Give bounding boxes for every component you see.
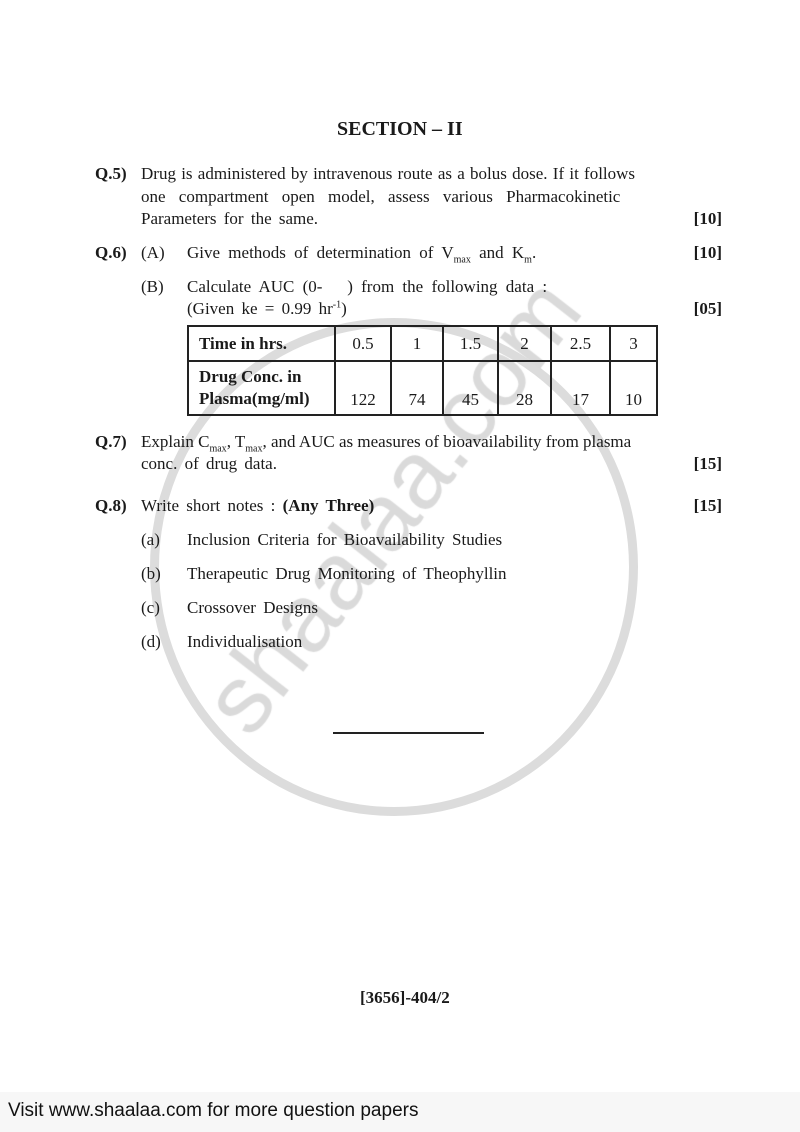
footer-link[interactable]: Visit www.shaalaa.com for more question papers	[8, 1100, 419, 1121]
table-row	[188, 361, 657, 415]
question-text: (Given ke = 0.99 $hr^{-1}$)	[187, 299, 347, 318]
end-divider	[333, 732, 484, 734]
list-item: Crossover Designs	[187, 598, 318, 617]
marks: [10]	[693, 243, 722, 262]
marks: [15]	[693, 496, 722, 515]
table-cell: 0.5	[335, 326, 391, 361]
question-text: Write short notes : (Any Three)	[141, 496, 375, 515]
list-item-label: (c)	[141, 598, 160, 617]
question-text: one compartment open model, assess various Pharmacokinetic	[141, 187, 621, 206]
section-title: SECTION – II	[337, 118, 463, 140]
table-header: Time in hrs.	[188, 326, 335, 361]
question-text: conc. of drug data.	[141, 454, 277, 473]
question-text: Give methods of determination of $V_{max}$ and $K_m$.	[187, 243, 537, 266]
sub-question-label: (B)	[141, 277, 164, 296]
question-number: Q.5)	[95, 164, 127, 183]
list-item: Individualisation	[187, 632, 303, 651]
table-cell: 1	[391, 326, 443, 361]
sub-question-label: (A)	[141, 243, 165, 262]
table-cell: 45	[443, 361, 498, 415]
list-item-label: (b)	[141, 564, 161, 583]
list-item-label: (d)	[141, 632, 161, 651]
question-number: Q.8)	[95, 496, 127, 515]
marks: [10]	[693, 209, 722, 228]
list-item-label: (a)	[141, 530, 160, 549]
list-item: Inclusion Criteria for Bioavailability Studies	[187, 530, 503, 549]
list-item: Therapeutic Drug Monitoring of Theophyllin	[187, 564, 507, 583]
question-number: Q.7)	[95, 432, 127, 451]
data-table	[187, 325, 658, 416]
paper-code: [3656]-404/2	[360, 988, 450, 1007]
table-cell: 10	[610, 361, 657, 415]
table-row	[188, 326, 657, 361]
table-cell: 1.5	[443, 326, 498, 361]
table-cell: 3	[610, 326, 657, 361]
question-number: Q.6)	[95, 243, 127, 262]
question-text: Parameters for the same.	[141, 209, 319, 228]
question-text: Calculate AUC (0- ) from the following data :	[187, 277, 548, 296]
footer-bar	[0, 1092, 800, 1132]
table-cell: 2.5	[551, 326, 610, 361]
question-text: Drug is administered by intravenous route as a bolus dose. If it follows	[141, 164, 636, 183]
question-text: Explain $C_{max}$, $T_{max}$, and AUC as measures of bioavailability from plasma	[141, 432, 632, 455]
marks: [15]	[693, 454, 722, 473]
table-cell: 122	[335, 361, 391, 415]
marks: [05]	[693, 299, 722, 318]
table-cell: 17	[551, 361, 610, 415]
table-cell: 2	[498, 326, 551, 361]
table-cell: 28	[498, 361, 551, 415]
table-header: Drug Conc. in Plasma(mg/ml)	[188, 361, 335, 415]
table-cell: 74	[391, 361, 443, 415]
